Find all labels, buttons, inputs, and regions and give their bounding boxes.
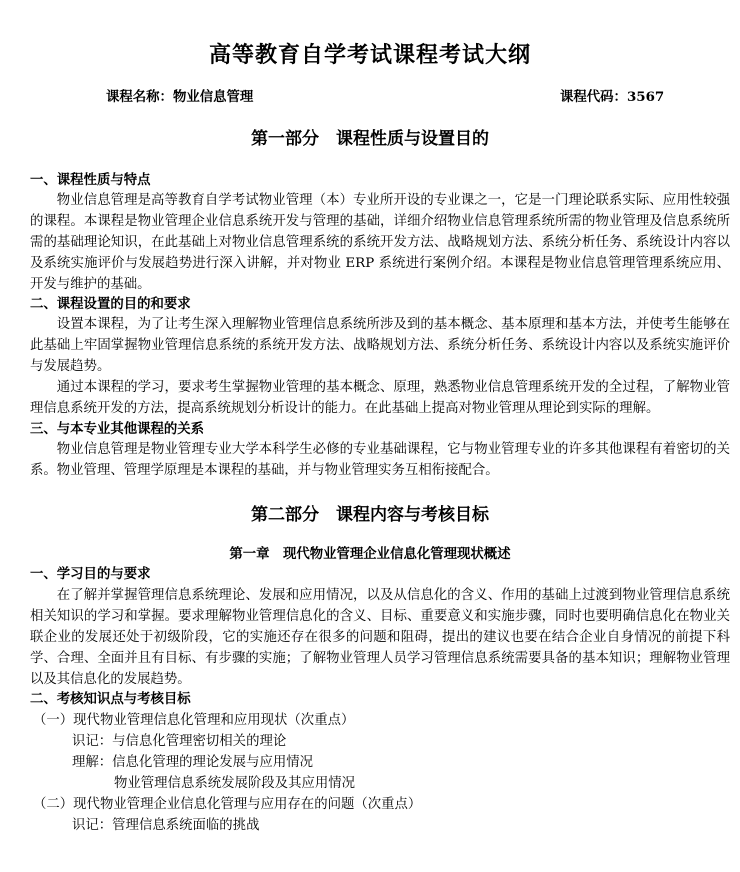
course-name: 课程名称：物业信息管理 [106, 89, 254, 105]
list-item: 物业管理信息系统发展阶段及其应用情况 [114, 776, 356, 791]
course-code: 课程代码：3567 [560, 89, 665, 105]
document-title: 高等教育自学考试课程考试大纲 [208, 42, 531, 68]
list-item: 理解：信息化管理的理论发展与应用情况 [72, 755, 314, 770]
list-item: 识记：与信息化管理密切相关的理论 [72, 734, 287, 749]
paragraph: 物业信息管理是物业管理专业大学本科学生必修的专业基础课程，它与物业管理专业的许多其他课程有着密切的关系。物业管理、管理学原理是本课程的基础，并与物业管理实务互相衔接配合。 [30, 442, 730, 478]
section-heading: 二、考核知识点与考核目标 [30, 691, 191, 707]
section-heading: 一、课程性质与特点 [30, 172, 151, 188]
section-heading: 一、学习目的与要求 [30, 566, 151, 582]
list-item: （二）现代物业管理企业信息化管理与应用存在的问题（次重点） [33, 797, 422, 812]
paragraph: 在了解并掌握管理信息系统理论、发展和应用情况，以及从信息化的含义、作用的基础上过渡到物业管理信息系统相关知识的学习和掌握。要求理解物业管理信息化的含义、目标、重要意义和实施步骤，同时也要明确信息化在物业关联企业的发展还处于初级阶段，它的实施还存在很多的问题和阻碍，提出的建议也要在结合企业自身情况的前提下科学、合理、全面并且有目标、有步骤的实施；了解物业管理人员学习管理信息系统需要具备的基本知识；理解物业管理以及其信息化的发展趋势。 [30, 588, 730, 687]
section-heading: 二、课程设置的目的和要求 [30, 296, 191, 312]
paragraph: 通过本课程的学习，要求考生掌握物业管理的基本概念、原理，熟悉物业信息管理系统开发的全过程，了解物业管理信息系统开发的方法，提高系统规划分析设计的能力。在此基础上提高对物业管理从理论到实际的理解。 [30, 380, 730, 416]
list-item: 识记：管理信息系统面临的挑战 [72, 818, 260, 833]
chapter-heading: 第一章 现代物业管理企业信息化管理现状概述 [229, 546, 511, 562]
part1-heading: 第一部分 课程性质与设置目的 [251, 129, 489, 149]
part2-heading: 第二部分 课程内容与考核目标 [251, 505, 489, 525]
section-heading: 三、与本专业其他课程的关系 [30, 421, 205, 437]
list-item: （一）现代物业管理信息化管理和应用现状（次重点） [33, 713, 355, 728]
paragraph: 物业信息管理是高等教育自学考试物业管理（本）专业所开设的专业课之一，它是一门理论联系实际、应用性较强的课程。本课程是物业管理企业信息系统开发与管理的基础，详细介绍物业信息管理系统所需的物业管理及信息系统所需的基础理论知识，在此基础上对物业信息管理系统的系统开发方法、战略规划方法、系统分析任务、系统设计内容以及系统实施评价与发展趋势进行深入讲解，并对物业 ERP 系统进行案例介绍。本课程是物业信息管理管理系统应用、开发与维护的基础。 [30, 193, 730, 292]
paragraph: 设置本课程，为了让考生深入理解物业管理信息系统所涉及到的基本概念、基本原理和基本方法，并使考生能够在此基础上牢固掌握物业管理信息系统的系统开发方法、战略规划方法、系统分析任务、系统设计内容以及系统实施评价与发展趋势。 [30, 317, 730, 374]
